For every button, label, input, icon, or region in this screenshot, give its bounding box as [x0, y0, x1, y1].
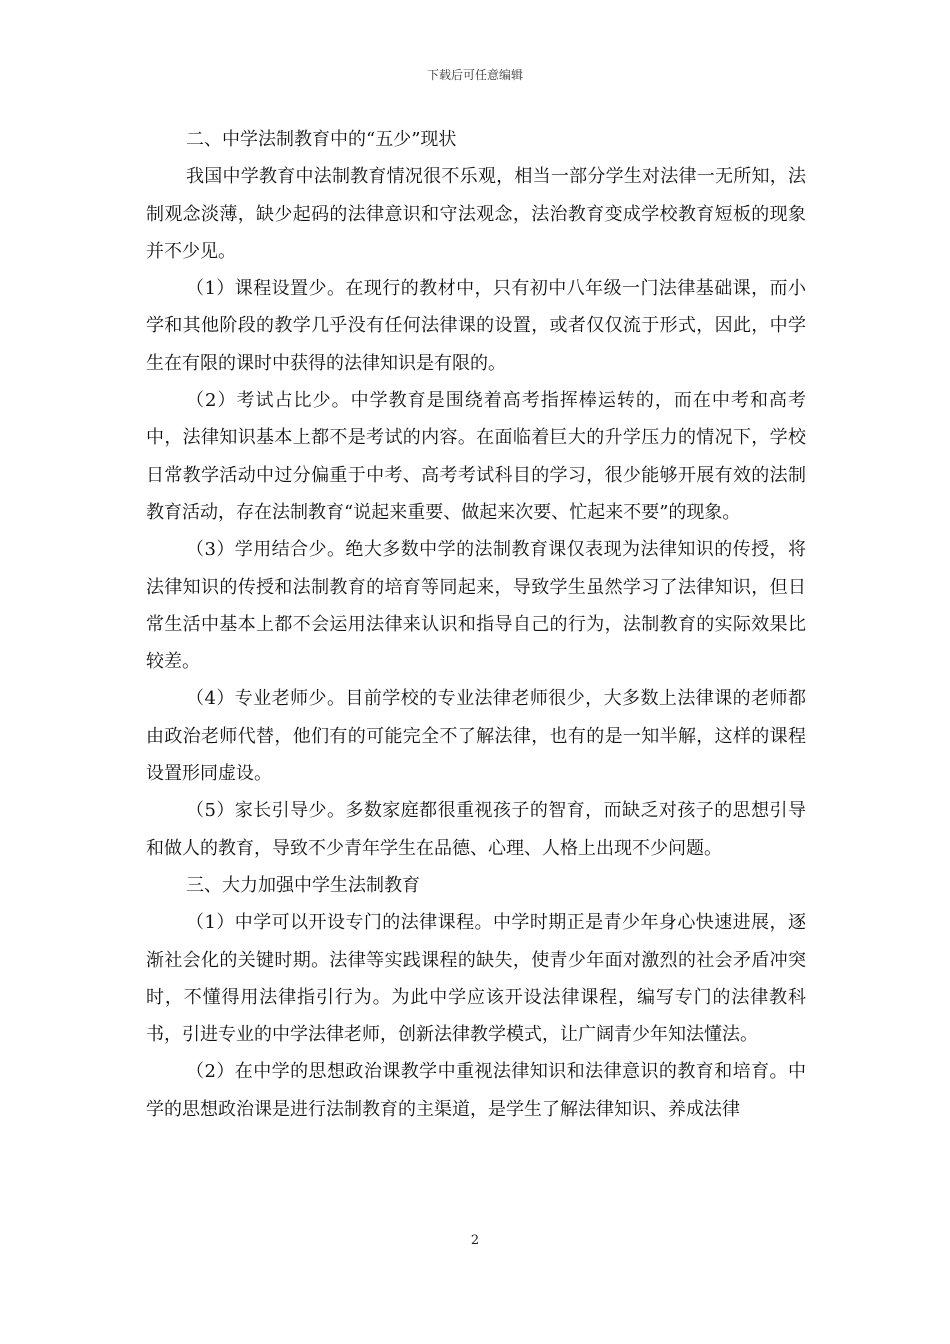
paragraph-measure-2: （2）在中学的思想政治课教学中重视法律知识和法律意识的教育和培育。中学的思想政治课是进行法制教育的主渠道，是学生了解法律知识、养成法律 [146, 1061, 806, 1120]
paragraph-item-3: （3）学用结合少。绝大多数中学的法制教育课仅表现为法律知识的传授，将法律知识的传授和法制教育的培育等同起来，导致学生虽然学习了法律知识，但日常生活中基本上都不会运用法律来认识和指导自己的行为，法制教育的实际效果比较差。 [146, 539, 806, 673]
paragraph-intro: 我国中学教育中法制教育情况很不乐观，相当一部分学生对法律一无所知，法制观念淡薄，缺少起码的法律意识和守法观念，法治教育变成学校教育短板的现象并不少见。 [146, 166, 806, 262]
section-heading-two: 二、中学法制教育中的“五少”现状 [186, 129, 457, 150]
page-header: 下载后可任意编辑 [426, 68, 523, 82]
paragraph-measure-1: （1）中学可以开设专门的法律课程。中学时期正是青少年身心快速进展，逐渐社会化的关键时期。法律等实践课程的缺失，使青少年面对激烈的社会矛盾冲突时，不懂得用法律指引行为。为此中学应该开设法律课程，编写专门的法律教科书，引进专业的中学法律老师，创新法律教学模式，让广阔青少年知法懂法。 [146, 912, 806, 1046]
paragraph-item-1: （1）课程设置少。在现行的教材中，只有初中八年级一门法律基础课，而小学和其他阶段的教学几乎没有任何法律课的设置，或者仅仅流于形式，因此，中学生在有限的课时中获得的法律知识是有限的。 [146, 278, 806, 374]
page-number: 2 [470, 1233, 480, 1248]
section-heading-three: 三、大力加强中学生法制教育 [186, 874, 420, 896]
paragraph-item-5: （5）家长引导少。多数家庭都很重视孩子的智育，而缺乏对孩子的思想引导和做人的教育，导致不少青年学生在品德、心理、人格上出现不少问题。 [146, 800, 806, 859]
paragraph-item-2: （2）考试占比少。中学教育是围绕着高考指挥棒运转的，而在中考和高考中，法律知识基本上都不是考试的内容。在面临着巨大的升学压力的情况下，学校日常教学活动中过分偏重于中考、高考考试科目的学习，很少能够开展有效的法制教育活动，存在法制教育“说起来重要、做起来次要、忙起来不要”的现象。 [146, 390, 806, 523]
paragraph-item-4: （4）专业老师少。目前学校的专业法律老师很少，大多数上法律课的老师都由政治老师代替，他们有的可能完全不了解法律，也有的是一知半解，这样的课程设置形同虚设。 [146, 688, 806, 785]
document-body [146, 121, 806, 1128]
